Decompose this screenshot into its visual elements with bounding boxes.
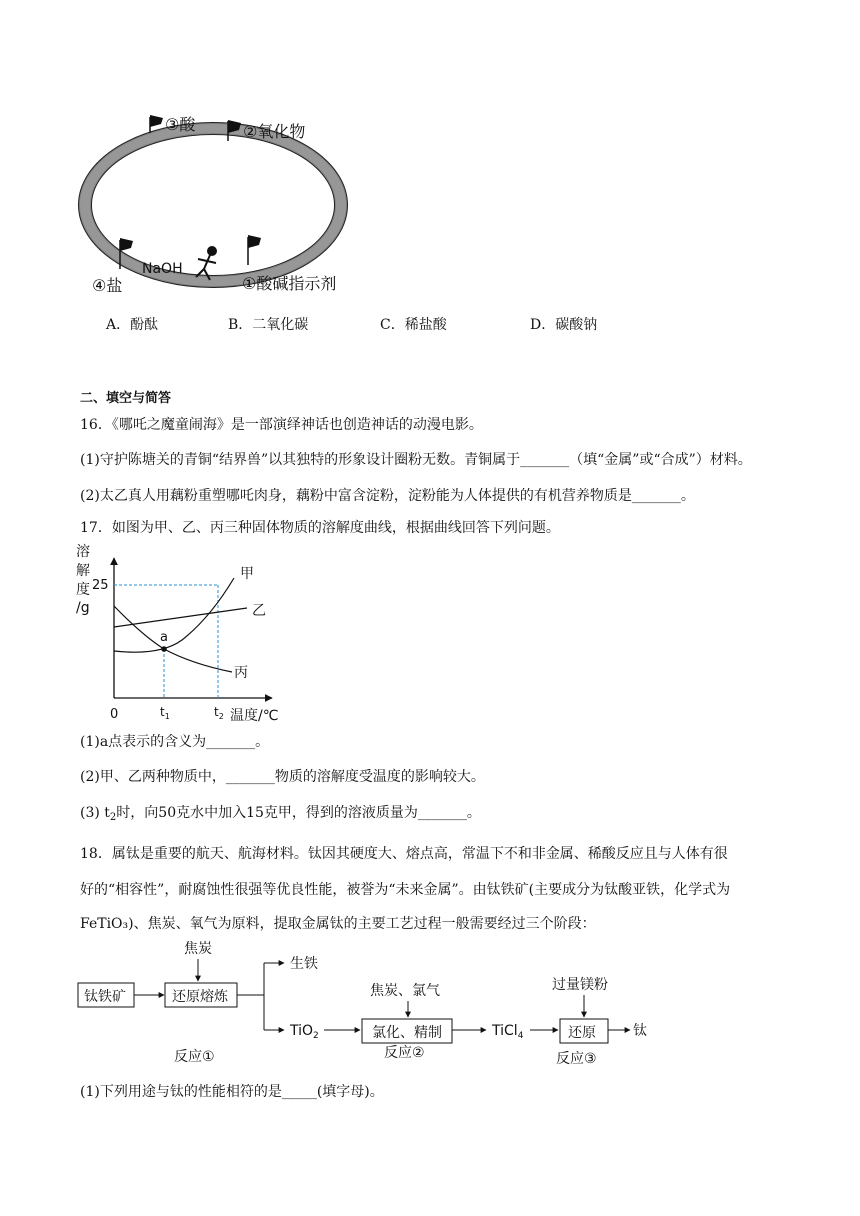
q17-part2: (2)甲、乙两种物质中，_______物质的溶解度受温度的影响较大。	[80, 769, 485, 785]
q17-stem: 17．如图为甲、乙、丙三种固体物质的溶解度曲线，根据曲线回答下列问题。	[80, 520, 560, 536]
y-axis-label	[76, 543, 90, 616]
reaction2-label: 反应②	[384, 1045, 425, 1061]
q16-part1: (1)守护陈塘关的青铜“结界兽”以其独特的形象设计圈粉无数。青铜属于_______（填“金属”或“合成”）材料。	[80, 452, 752, 468]
y-axis-label-char-1: 溶	[76, 544, 90, 560]
box-smelt-label: 还原熔炼	[172, 989, 228, 1005]
y-axis-label-char-3: 度	[76, 582, 90, 598]
x-tick-t2: $t_2$	[214, 705, 224, 721]
curve-bing	[114, 606, 232, 672]
reaction1-label: 反应①	[174, 1049, 215, 1065]
series-jia-label: 甲	[240, 566, 254, 582]
x-tick-t1: $t_1$	[160, 705, 170, 721]
option-d: D．碳酸钠	[530, 317, 598, 333]
q17-part3-sub: 2	[109, 812, 117, 823]
ticl4-label: TiCl$_4$	[492, 1023, 524, 1041]
ti-label: 钛	[633, 1023, 647, 1039]
q17-part3-suffix: 时，向50克水中加入15克甲，得到的溶液质量为_______。	[116, 805, 481, 821]
q16-stem: 16．《哪吒之魔童闹海》是一部演绎神话也创造神话的动漫电影。	[80, 417, 483, 433]
curve-yi	[114, 608, 247, 627]
option-b: B．二氧化碳	[228, 317, 309, 333]
option-a: A．酚酞	[106, 317, 159, 333]
box-reduce-label: 还原	[568, 1025, 596, 1041]
flag-icon-1	[248, 235, 261, 265]
flag4-label: ④盐	[92, 276, 123, 295]
ring-figure	[70, 105, 370, 300]
y-axis-label-char-4: /g	[76, 600, 90, 616]
tio2-label: TiO$_2$	[290, 1023, 319, 1041]
q17-part3-prefix: (3) t	[80, 805, 110, 821]
box-chlorinate-label: 氯化、精制	[372, 1025, 442, 1041]
box-ore-label: 钛铁矿	[84, 989, 126, 1005]
q16-part2: (2)太乙真人用藕粉重塑哪吒肉身，藕粉中富含淀粉，淀粉能为人体提供的有机营养物质是_______。	[80, 488, 695, 504]
y-tick-25: 25	[92, 578, 109, 593]
coke-chlorine-label: 焦炭、氯气	[370, 983, 440, 999]
option-c: C．稀盐酸	[380, 317, 447, 333]
q18-line2: 好的“相容性”，耐腐蚀性很强等优良性能，被誉为“未来金属”。由钛铁矿(主要成分为钛酸亚铁，化学式为	[80, 882, 731, 898]
section-title: 二、填空与简答	[80, 391, 172, 406]
q17-part3	[80, 803, 481, 828]
q18-line3: FeTiO₃)、焦炭、氧气为原料，提取金属钛的主要工艺过程一般需要经过三个阶段：	[80, 916, 596, 932]
flag1-label: ①酸碱指示剂	[242, 274, 337, 293]
runner-label: NaOH	[142, 261, 183, 277]
point-a-label: a	[160, 630, 168, 645]
flag3-label: ③酸	[165, 115, 196, 134]
series-yi-label: 乙	[252, 603, 266, 619]
q17-part1: (1)a点表示的含义为_______。	[80, 734, 270, 750]
x-axis-label: 温度/℃	[230, 708, 279, 724]
titanium-flow-diagram	[72, 935, 672, 1075]
flag2-label: ②氧化物	[243, 122, 306, 141]
curve-jia	[114, 578, 234, 652]
y-axis-label-char-2: 解	[76, 563, 90, 579]
origin-label: 0	[110, 707, 119, 722]
q18-part1: (1)下列用途与钛的性能相符的是_____(填字母)。	[80, 1084, 384, 1100]
solubility-chart	[72, 540, 292, 725]
reaction3-label: 反应③	[556, 1051, 597, 1067]
mg-label: 过量镁粉	[552, 977, 608, 993]
q18-line1: 18．属钛是重要的航天、航海材料。钛因其硬度大、熔点高，常温下不和非金属、稀酸反应且与人体有很	[80, 846, 728, 862]
point-a	[161, 646, 167, 652]
coke-label: 焦炭	[184, 941, 212, 957]
series-bing-label: 丙	[234, 665, 248, 681]
pig-iron-label: 生铁	[290, 956, 318, 972]
